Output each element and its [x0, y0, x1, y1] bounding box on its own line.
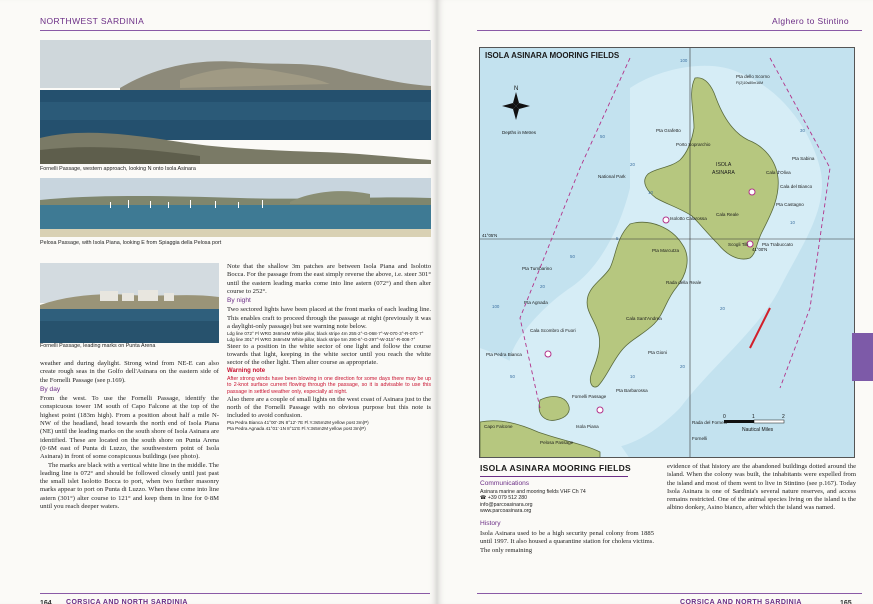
history-heading: History — [480, 520, 501, 527]
map-label: ASINARA — [712, 170, 735, 176]
depths-label: Depths in Metres — [502, 130, 537, 135]
photo-caption-3: Fornelli Passage, leading marks on Punta Arena — [40, 343, 156, 349]
light-characteristics-3: Pta Pedra Bianca 41°00'·2N 8°12'·7E Fl.Y.3s5m2M yellow post 3m(P) — [227, 420, 369, 426]
map-label: Porto Soprarchio — [676, 142, 711, 147]
map-label: Pta Pedra Bianca — [486, 352, 522, 357]
warning-text: After strong winds have been blowing in one direction for some days there may be up to 2-knot surface current flowing through the passage, so it is advisable to use this passage in settled weather only, especially at night. — [227, 375, 431, 395]
footer-title-right: CORSICA AND NORTH SARDINIA — [680, 599, 802, 604]
scale-tick-2: 2 — [782, 414, 785, 420]
footer-rule-left — [40, 593, 430, 594]
paragraph: Note that the shallow 3m patches are between Isola Piana and Isolotto Bocca. For the passage from the east simply reverse the above, i.e. steer 301° until the eastern leading marks come into line astern (072°) and then alter course to 252°. — [227, 263, 431, 295]
depth-sounding: 5 — [616, 236, 619, 241]
map-label: Rada del Fornelli — [692, 420, 727, 425]
map-label: Rada della Reale — [666, 280, 702, 285]
folio-left: 164 — [40, 600, 52, 604]
paragraph: Isola Asinara used to be a high security penal colony from 1885 until 1997. It also housed a quarantine station for cholera victims. The only remaining — [480, 530, 654, 554]
map-label: Cala Reale — [716, 212, 739, 217]
comm-line[interactable]: www.parcoasinara.org — [480, 508, 532, 515]
photo-caption-2: Pelosa Passage, with Isola Piana, looking E from Spiaggia della Pelosa port — [40, 240, 222, 246]
header-rule-left — [40, 30, 430, 31]
depth-sounding: 20 — [680, 364, 685, 369]
paragraph: Also there are a couple of small lights on the west coast of Asinara just to the north of the Fornelli Passage with no obvious purpose but this note is included to avoid confusion. — [227, 395, 431, 420]
comm-line: Asinara marine and mooring fields VHF Ch 74 — [480, 489, 586, 495]
history-column-1 — [480, 530, 654, 555]
paragraph: From the west. To use the Fornelli Passage, identify the conspicuous tower 1M south of Capo Falcone at the top of the highest point (183m high). From a position about half a mile N-NW of the headland, head towards the north end of Isola Piana (NE) until the leading marks on the south shore of Isola Asinara are identified. These are located on the south shore on Punta Arena (0·6M east of Punta di Luzzo, the southwestern point of Isola Asinara) in front of some conspicuous buildings (see photo). — [40, 395, 219, 461]
running-head-right: Alghero to Stintino — [772, 16, 850, 26]
map-label: Pta Agnada — [524, 300, 548, 305]
map-title: ISOLA ASINARA MOORING FIELDS — [485, 51, 620, 60]
depth-sounding: 50 — [510, 374, 515, 379]
scale-label: Nautical Miles — [742, 427, 774, 433]
communications-heading: Communications — [480, 480, 530, 487]
scale-tick-0: 0 — [723, 414, 726, 420]
photo-fornelli-west-approach — [40, 40, 431, 164]
map-label: Pta dello Scorno — [736, 74, 770, 79]
lat-label-1: 41°05'N — [482, 233, 498, 238]
map-label-sub: Fl(2)10s80m16M — [736, 81, 764, 85]
warning-heading: Warning note — [227, 368, 266, 375]
scale-tick-1: 1 — [752, 414, 755, 420]
light-characteristics-2: Ldg line 301° Fl WRG 3s6m4M White pillar, black stripe 5m 290·6°-G-297°-W-315°-R-008·7° — [227, 336, 416, 342]
map-label: Pelosa Passage — [540, 440, 574, 445]
text-column-1 — [40, 360, 219, 511]
footer-rule-right — [477, 593, 862, 594]
photo-fornelli-west-approach-image — [40, 40, 431, 164]
chart-isola-asinara — [479, 47, 855, 458]
map-label: Pta Barbarossa — [616, 388, 648, 393]
history-column-2 — [667, 463, 856, 513]
photo-leading-marks-image — [40, 263, 219, 343]
map-label: Pta Tumbarino — [522, 266, 552, 271]
map-label: Pta Sabina — [792, 156, 815, 161]
lat-label-2: 41°00'N — [752, 247, 768, 252]
folio-right: 165 — [840, 600, 852, 604]
section-title: ISOLA ASINARA MOORING FIELDS — [480, 463, 632, 473]
text-column-2 — [227, 263, 431, 432]
map-label: Isola Piana — [576, 424, 599, 429]
subheading-by-day: By day — [40, 385, 61, 393]
thumb-index-tab — [852, 333, 873, 381]
depth-sounding: 10 — [630, 374, 635, 379]
isola-piana-shape — [539, 397, 569, 421]
paragraph: The marks are black with a vertical white line in the middle. The leading line is 072° and should be followed closely until just past the small islet Isolotto Bocca to port, when two further masonry marks appear to port on Punta di Luzzo. When these come into line astern (301°) alter course to 121° and keep them in line for 0·8M until you reach deeper waters. — [40, 461, 219, 511]
paragraph: Steer to a position in the white sector of one light and follow the course towards that light, keeping in the white sector until you reach the white sector of the other light. Then alter course as appropriate. — [227, 342, 431, 367]
map-label: Capo Falcone — [484, 424, 513, 429]
paragraph: weather and during daylight. Strong wind from NE-E can also create rough seas in the Golfo dell'Asinara on the eastern side of the Fornelli Passage (see p.169). — [40, 360, 219, 384]
paragraph: evidence of that history are the abandoned buildings dotted around the island. When the colony was built, the inhabitants were expelled from the island and most of them went to live in Stintino (see p.167). Today Isola Asinara is one of Sardinia's several nature reserves, and access remains restricted. One of the animal species living on the island is the albino donkey, Asino bianco, after which the island was named. — [667, 463, 856, 512]
map-label: Cala Sant'Andrea — [626, 316, 662, 321]
nautical-chart — [480, 48, 855, 458]
footer-title-left: CORSICA AND NORTH SARDINIA — [66, 599, 188, 604]
header-rule-right — [477, 30, 862, 31]
map-label: Pta Castagno — [776, 202, 804, 207]
light-characteristics-1: Ldg line 072° Fl WRG 3s6m4M White pillar, black stripe 4m 255·2°-G-068·7°-W-070·3°-R-070·7° — [227, 331, 424, 337]
depth-sounding: 20 — [540, 284, 545, 289]
depth-sounding: 20 — [630, 162, 635, 167]
photo-pelosa-passage-image — [40, 178, 431, 237]
depth-sounding: 100 — [680, 58, 688, 63]
map-label: Cala d'Oliva — [766, 170, 791, 175]
photo-pelosa-passage — [40, 178, 431, 237]
communications-block — [480, 489, 650, 515]
depth-sounding: 10 — [790, 220, 795, 225]
photo-caption-1: Fornelli Passage, western approach, looking N onto Isola Asinara — [40, 166, 196, 172]
depth-sounding: 50 — [570, 254, 575, 259]
map-label: ISOLA — [716, 162, 732, 168]
paragraph: Two sectored lights have been placed at the front marks of each leading line. This enables craft to proceed through the passage at night (previously it was a daylight-only passage) but see warning note below. — [227, 306, 431, 331]
map-label: Scogli Tilli — [728, 242, 749, 247]
map-label: Pta Gioni — [648, 350, 667, 355]
depth-sounding: 10 — [648, 190, 653, 195]
comm-line[interactable]: info@parcoasinara.org — [480, 501, 533, 508]
light-characteristics-4: Pta Pedra Agnada 41°01'·1N 8°11'E Fl.Y.3s5m2M yellow post 3m(P) — [227, 426, 366, 432]
section-rule — [480, 476, 628, 477]
map-label: Cala Scombro di Fuori — [530, 328, 576, 333]
map-label: Fornelli — [692, 436, 708, 441]
photo-leading-marks — [40, 263, 219, 343]
depth-sounding: 50 — [600, 134, 605, 139]
depth-sounding: 30 — [800, 128, 805, 133]
subheading-by-night: By night — [227, 297, 251, 305]
map-label: Pta Trabuccato — [762, 242, 793, 247]
depth-sounding: 100 — [492, 304, 500, 309]
map-label: Isolotto Calarossa — [670, 216, 707, 221]
map-label: Pta Grafetto — [656, 128, 681, 133]
map-label: Fornelli Passage — [572, 394, 607, 399]
map-label: Cala del Bianco — [780, 184, 813, 189]
comm-line: ☎ +39 079 512 280 — [480, 495, 527, 502]
map-label: Pta Marcutza — [652, 248, 680, 253]
map-label: National Park — [598, 174, 626, 179]
running-head-left: NORTHWEST SARDINIA — [40, 16, 145, 26]
depth-sounding: 20 — [720, 306, 725, 311]
svg-text:N: N — [514, 86, 519, 92]
